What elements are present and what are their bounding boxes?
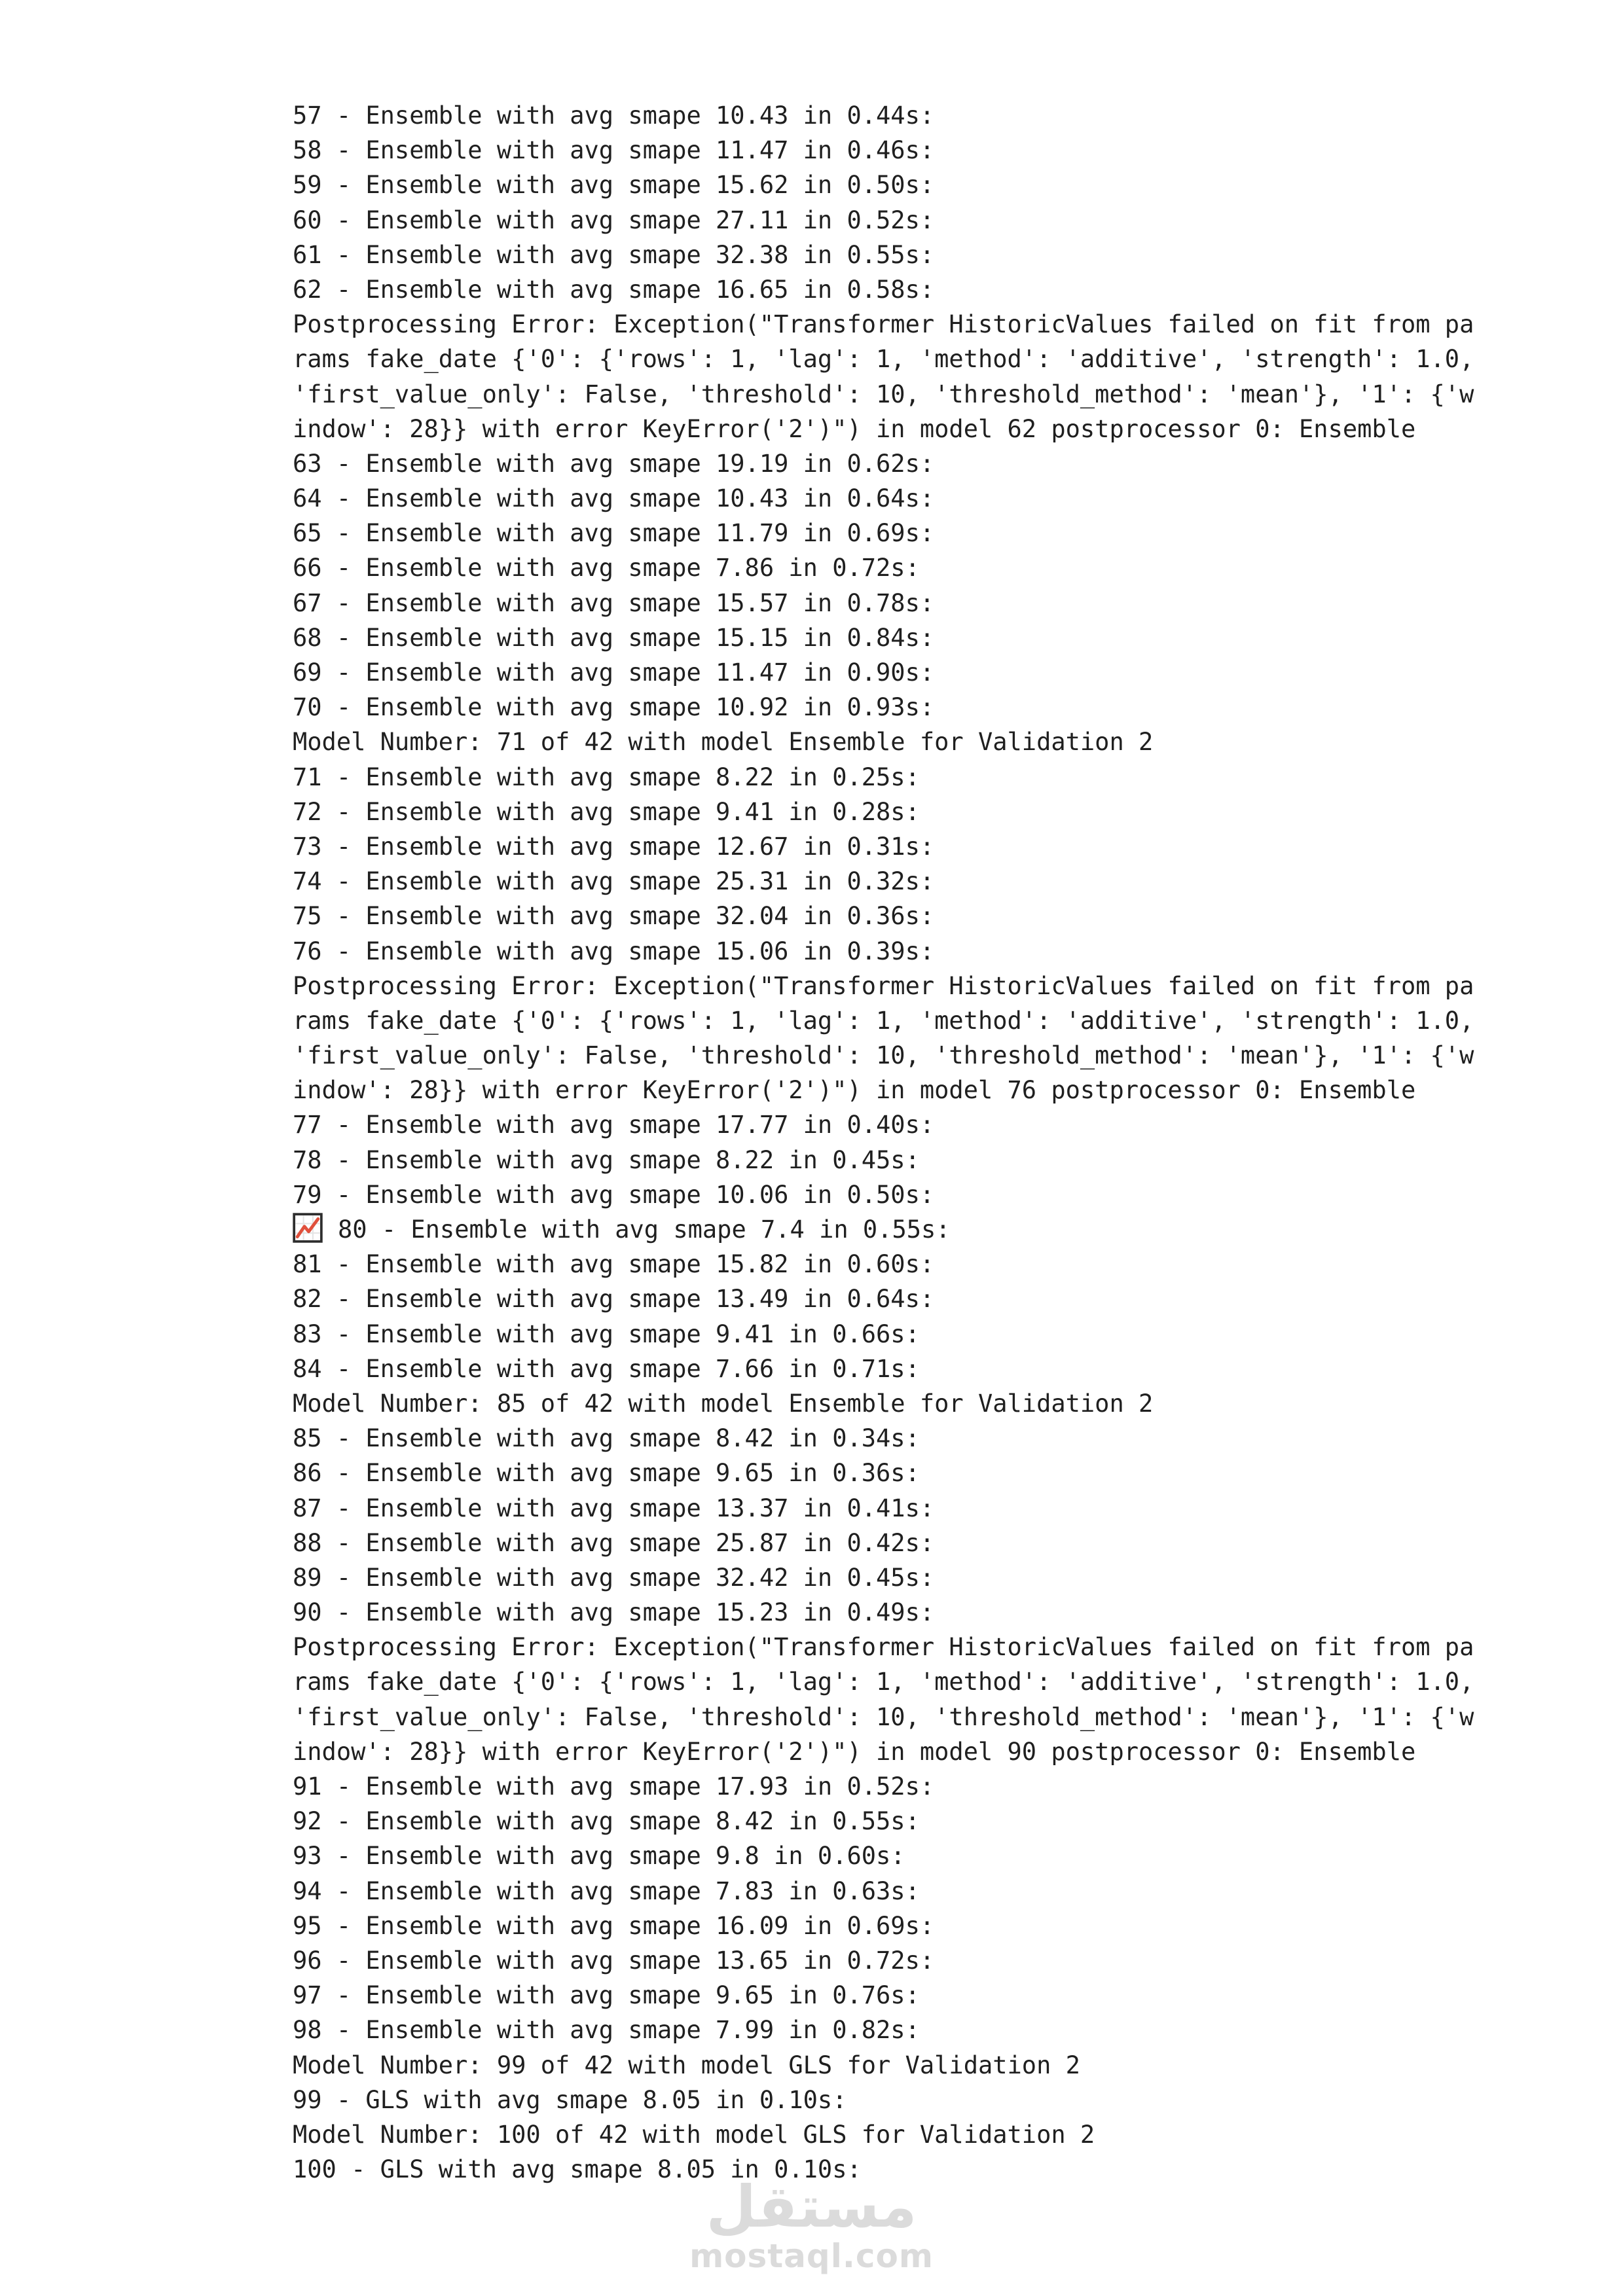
log-line: Postprocessing Error: Exception("Transformer HistoricValues failed on fit from pa bbox=[293, 971, 1474, 1000]
log-line: 83 - Ensemble with avg smape 9.41 in 0.66s: bbox=[293, 1319, 920, 1348]
log-line: 59 - Ensemble with avg smape 15.62 in 0.50s: bbox=[293, 171, 935, 200]
log-line: 70 - Ensemble with avg smape 10.92 in 0.93s: bbox=[293, 693, 935, 722]
log-line: indow': 28}} with error KeyError('2')") in model 62 postprocessor 0: Ensemble bbox=[293, 414, 1416, 443]
log-line: 58 - Ensemble with avg smape 11.47 in 0.46s: bbox=[293, 136, 935, 165]
log-line: indow': 28}} with error KeyError('2')") in model 76 postprocessor 0: Ensemble bbox=[293, 1076, 1416, 1105]
log-line: Postprocessing Error: Exception("Transformer HistoricValues failed on fit from pa bbox=[293, 310, 1474, 339]
log-line: 94 - Ensemble with avg smape 7.83 in 0.63s: bbox=[293, 1876, 920, 1905]
log-line: 'first_value_only': False, 'threshold': 10, 'threshold_method': 'mean'}, '1': {'w bbox=[293, 1702, 1474, 1731]
log-line: 72 - Ensemble with avg smape 9.41 in 0.28s: bbox=[293, 797, 920, 826]
log-line: 63 - Ensemble with avg smape 19.19 in 0.62s: bbox=[293, 449, 935, 478]
log-line: 93 - Ensemble with avg smape 9.8 in 0.60s: bbox=[293, 1842, 905, 1871]
log-line: Model Number: 71 of 42 with model Ensemble for Validation 2 bbox=[293, 728, 1154, 757]
log-line: 79 - Ensemble with avg smape 10.06 in 0.50s: bbox=[293, 1180, 935, 1209]
log-line: 91 - Ensemble with avg smape 17.93 in 0.52s: bbox=[293, 1772, 935, 1801]
mostaql-watermark bbox=[0, 2173, 1623, 2275]
log-line: rams fake_date {'0': {'rows': 1, 'lag': 1, 'method': 'additive', 'strength': 1.0, bbox=[293, 1668, 1474, 1696]
log-line: 95 - Ensemble with avg smape 16.09 in 0.69s: bbox=[293, 1911, 935, 1940]
log-line: 99 - GLS with avg smape 8.05 in 0.10s: bbox=[293, 2085, 847, 2114]
log-line: 69 - Ensemble with avg smape 11.47 in 0.90s: bbox=[293, 658, 935, 687]
log-line: 64 - Ensemble with avg smape 10.43 in 0.64s: bbox=[293, 484, 935, 513]
chart-increasing-icon bbox=[293, 1213, 323, 1243]
log-line: 92 - Ensemble with avg smape 8.42 in 0.55s: bbox=[293, 1807, 920, 1836]
mostaql-domain-text: mostaql.com bbox=[689, 2237, 934, 2275]
log-line: 66 - Ensemble with avg smape 7.86 in 0.72s: bbox=[293, 554, 920, 583]
log-line: 100 - GLS with avg smape 8.05 in 0.10s: bbox=[293, 2155, 862, 2184]
log-line: 85 - Ensemble with avg smape 8.42 in 0.34s: bbox=[293, 1424, 920, 1453]
log-line: 57 - Ensemble with avg smape 10.43 in 0.44s: bbox=[293, 101, 935, 130]
log-line: Model Number: 99 of 42 with model GLS for Validation 2 bbox=[293, 2051, 1080, 2079]
log-line: 62 - Ensemble with avg smape 16.65 in 0.58s: bbox=[293, 275, 935, 304]
log-line: 98 - Ensemble with avg smape 7.99 in 0.82s: bbox=[293, 2016, 920, 2045]
log-line: Model Number: 85 of 42 with model Ensemble for Validation 2 bbox=[293, 1389, 1154, 1418]
log-line: 73 - Ensemble with avg smape 12.67 in 0.31s: bbox=[293, 832, 935, 861]
log-line: 61 - Ensemble with avg smape 32.38 in 0.55s: bbox=[293, 240, 935, 269]
log-line: 67 - Ensemble with avg smape 15.57 in 0.78s: bbox=[293, 588, 935, 617]
log-line: 'first_value_only': False, 'threshold': 10, 'threshold_method': 'mean'}, '1': {'w bbox=[293, 1041, 1474, 1070]
log-line: 74 - Ensemble with avg smape 25.31 in 0.32s: bbox=[293, 867, 935, 896]
log-line: 81 - Ensemble with avg smape 15.82 in 0.60s: bbox=[293, 1250, 935, 1279]
log-line: 82 - Ensemble with avg smape 13.49 in 0.64s: bbox=[293, 1285, 935, 1314]
mostaql-logo: مستقل bbox=[706, 2173, 917, 2240]
log-line: 97 - Ensemble with avg smape 9.65 in 0.76s: bbox=[293, 1981, 920, 2010]
log-line: 80 - Ensemble with avg smape 7.4 in 0.55s: bbox=[293, 1212, 1474, 1247]
log-output bbox=[293, 98, 1474, 2187]
log-line: rams fake_date {'0': {'rows': 1, 'lag': 1, 'method': 'additive', 'strength': 1.0, bbox=[293, 345, 1474, 374]
log-line: 60 - Ensemble with avg smape 27.11 in 0.52s: bbox=[293, 206, 935, 234]
log-line: Postprocessing Error: Exception("Transformer HistoricValues failed on fit from pa bbox=[293, 1633, 1474, 1662]
log-line: 96 - Ensemble with avg smape 13.65 in 0.72s: bbox=[293, 1946, 935, 1975]
log-line: 68 - Ensemble with avg smape 15.15 in 0.84s: bbox=[293, 623, 935, 652]
log-line: 84 - Ensemble with avg smape 7.66 in 0.71s: bbox=[293, 1354, 920, 1383]
log-line: 78 - Ensemble with avg smape 8.22 in 0.45s: bbox=[293, 1145, 920, 1174]
log-line: rams fake_date {'0': {'rows': 1, 'lag': 1, 'method': 'additive', 'strength': 1.0, bbox=[293, 1006, 1474, 1035]
log-line: 89 - Ensemble with avg smape 32.42 in 0.45s: bbox=[293, 1563, 935, 1592]
log-line: 88 - Ensemble with avg smape 25.87 in 0.42s: bbox=[293, 1528, 935, 1557]
log-line: 87 - Ensemble with avg smape 13.37 in 0.41s: bbox=[293, 1494, 935, 1522]
log-line: Model Number: 100 of 42 with model GLS for Validation 2 bbox=[293, 2120, 1095, 2149]
log-line: indow': 28}} with error KeyError('2')") in model 90 postprocessor 0: Ensemble bbox=[293, 1737, 1416, 1766]
log-line: 77 - Ensemble with avg smape 17.77 in 0.40s: bbox=[293, 1111, 935, 1139]
log-line: 76 - Ensemble with avg smape 15.06 in 0.39s: bbox=[293, 937, 935, 965]
log-line: 86 - Ensemble with avg smape 9.65 in 0.36s: bbox=[293, 1459, 920, 1488]
log-line: 65 - Ensemble with avg smape 11.79 in 0.69s: bbox=[293, 519, 935, 548]
log-line: 71 - Ensemble with avg smape 8.22 in 0.25s: bbox=[293, 762, 920, 791]
log-line: 90 - Ensemble with avg smape 15.23 in 0.49s: bbox=[293, 1598, 935, 1627]
log-line: 75 - Ensemble with avg smape 32.04 in 0.36s: bbox=[293, 902, 935, 931]
log-line: 'first_value_only': False, 'threshold': 10, 'threshold_method': 'mean'}, '1': {'w bbox=[293, 380, 1474, 408]
